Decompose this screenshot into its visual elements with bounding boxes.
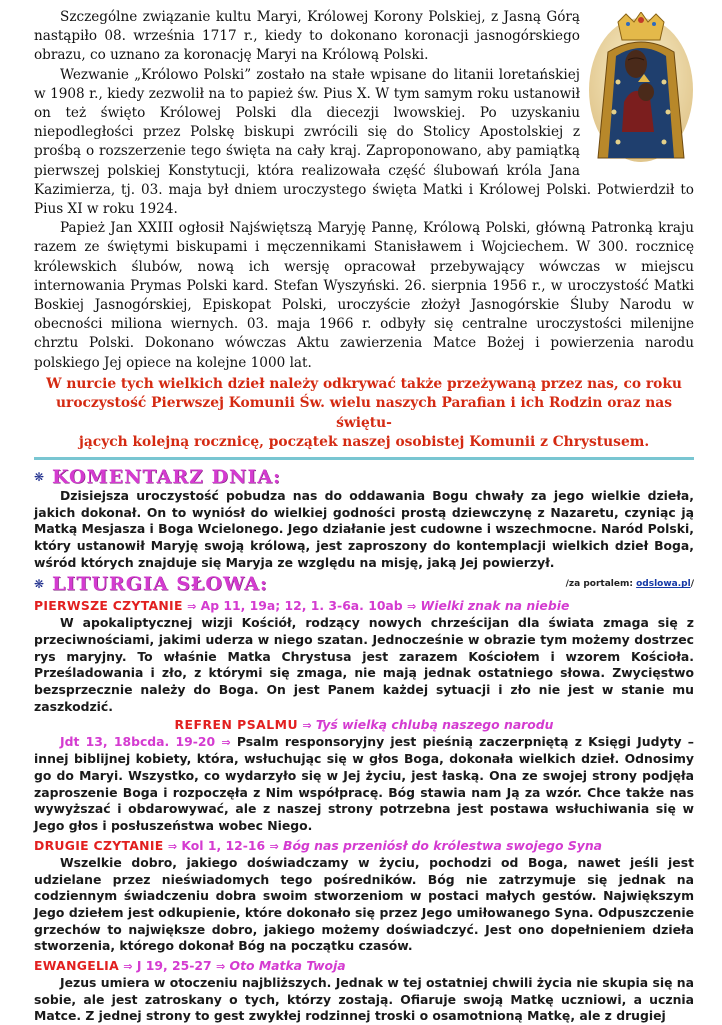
reading-body: [34, 855, 694, 955]
liturgia-header: [34, 573, 694, 595]
arrow-icon: ⇒: [167, 839, 178, 853]
reading-subtitle: Oto Matka Twoja: [229, 958, 346, 974]
psalm-header: [34, 716, 694, 734]
psalm-text: [34, 734, 694, 835]
komentarz-text: Dzisiejsza uroczystość pobudza nas do oddawania Bogu chwały za jego wielkie dzieła, jakich dokonał. On to wyniósł do wielkiej godności prostą dziewczynę z Nazaretu, czyniąc ją Matką Mesjasza i Boga Wcielonego. Jego działanie jest cudowne i wszechmocne. Naród Polski, który ustanowił Maryję swoją królową, jest zaproszony do kontemplacji wielkich dzieł Boga, wśród których znajduje się Maryja ze względu na misję, jaką Jej powierzył.: [34, 487, 694, 570]
reading-text: Wszelkie dobro, jakiego doświadczamy w życiu, pochodzi od Boga, nawet jeśli jest udzielane przez nieświadomych tego pośredników. Bóg nie zatrzymuje się jednak na codziennym świadczeniu dobra swoim stworzeniom w postaci małych gestów. Największym Jego dziełem jest odkupienie, które dokonało się przez Jego umiłowanego Syna. Odpuszczenie grzechów to największe dobro, jakiego możemy doświadczyć. Jest ono dopełnieniem dzieła stworzenia, którego dokonał Bóg na początku czasów.: [34, 854, 694, 954]
bulletin-page: [34, 8, 694, 1025]
reading-text: W apokaliptycznej wizji Kościół, rodzący nowych chrześcijan dla świata zmaga się z przeciwnościami, jakimi uderza w niego szatan. Jednocześnie w obrazie tym możemy dostrzec rys maryjny. To właśnie Matka Chrystusa jest zarazem Kościołem i wzorem Kościoła. Prześladowania i zło, z którymi się zmaga, nie mają jednak ostatniego słowa. Zwycięstwo bezsprzecznie należy do Boga. On jest Panem każdej sytuacji i zło nie jest w stanie mu zaszkodzić.: [34, 615, 694, 714]
reading-header: [34, 837, 694, 855]
reading-header: [34, 597, 694, 615]
psalm-body: [34, 734, 694, 835]
reading-header: [34, 957, 694, 975]
komentarz-header: [34, 466, 694, 488]
reading-ref: Ap 11, 19a; 12, 1. 3-6a. 10ab: [200, 598, 403, 614]
section-divider: [34, 457, 694, 460]
reading-body: [34, 615, 694, 715]
reading-subtitle: Wielki znak na niebie: [420, 598, 570, 614]
psalm-subtitle: Tyś wielką chlubą naszego narodu: [315, 716, 554, 732]
intro-paragraph: Papież Jan XXIII ogłosił Najświętszą Maryję Pannę, Królową Polski, główną Patronką kraju razem ze świętymi biskupami i męczennikami Stanisławem i Wojciechem. W 300. rocznicę królewskich ślubów, nową ich wersję opracował przebywający wówczas w miejscu internowania Prymas Polski kard. Stefan Wyszyński. 26. sierpnia 1956 r., w uroczystość Matki Boskiej Jasnogórskiej, Episkopat Polski, uroczyście złożył Jasnogórskie Śluby Narodu w obecności miliona wiernych. 03. maja 1966 r. odbyły się centralne uroczystości milenijne chrztu Polski. Dokonano wówczas Aktu zawierzenia Matce Bożej i powierzenia narodu polskiego Jej opiece na kolejne 1000 lat.: [34, 220, 694, 371]
reading-text: Jezus umiera w otoczeniu najbliższych. Jednak w tej ostatniej chwili życia nie skupia się na sobie, ale jest zatroskany o tych, którzy zostają. Ofiaruje swoją Matkę uczniowi, a ucznia Matce. Z jednej strony to gest zwykłej rodzinnej troski o osamotnioną Matkę, ale z drugiej: [34, 975, 694, 1024]
reading-label: DRUGIE CZYTANIE: [34, 837, 164, 853]
psalm-label: REFREN PSALMU: [174, 716, 299, 732]
arrow-icon: ⇒: [187, 600, 197, 614]
intro-highlight: [34, 375, 694, 453]
intro-section: [34, 8, 694, 453]
psalm-ref: Jdt 13, 18bcda. 19-20: [60, 733, 216, 749]
arrow-icon: ⇒: [216, 960, 226, 974]
arrow-icon: ⇒: [302, 718, 312, 732]
reading-label: PIERWSZE CZYTANIE: [34, 598, 183, 614]
source-note: [566, 579, 694, 589]
arrow-icon: ⇒: [269, 839, 279, 853]
komentarz-title: KOMENTARZ DNIA:: [52, 465, 282, 488]
intro-paragraph: Wezwanie „Królowo Polski” zostało na stałe wpisane do litanii loretańskiej w 1908 r., kiedy zezwolił na to papież św. Pius X. W tym samym roku ustanowił on też święto Królowej Polski dla diecezji lwowskiej. Po uzyskaniu niepodległości przez Polskę biskupi zwrócili się do Stolicy Apostolskiej z prośbą o rozszerzenie tego święta na cały kraj. Zaproponowano, aby pamiątką pierwszej polskiej Konstytucji, która realizowała część ślubowań króla Jana Kazimierza, tj. 03. maja był dniem uroczystego święta Matki i Królowej Polski. Potwierdził to Pius XI w roku 1924.: [34, 66, 694, 218]
arrow-icon: ⇒: [221, 735, 231, 749]
komentarz-body: [34, 488, 694, 572]
intro-paragraph: Szczególne związanie kultu Maryi, Królowej Korony Polskiej, z Jasną Górą nastąpiło 08. września 1717 r., kiedy to dokonano koronacji jasnogórskiego obrazu, co uznano za koronację Maryi na Królową Polski.: [34, 9, 580, 64]
highlight-line: uroczystość Pierwszej Komunii Św. wielu naszych Parafian i ich Rodzin oraz nas świętu-: [56, 395, 672, 431]
bullet-icon: ❋: [34, 469, 45, 484]
arrow-icon: ⇒: [123, 960, 133, 974]
our-lady-czestochowa-icon: [588, 12, 694, 162]
source-prefix: /za portalem:: [565, 579, 637, 590]
arrow-icon: ⇒: [407, 600, 417, 614]
reading-subtitle: Bóg nas przeniósł do królestwa swojego Syna: [283, 837, 603, 853]
reading-body: [34, 975, 694, 1025]
highlight-line: jących kolejną rocznicę, początek naszej osobistej Komunii z Chrystusem.: [78, 434, 650, 451]
reading-ref: Kol 1, 12-16: [181, 837, 266, 853]
source-link[interactable]: odslowa.pl: [636, 579, 691, 590]
psalm-commentary: Psalm responsoryjny jest pieśnią zaczerpniętą z Księgi Judyty – innej biblijnej kobiety, która, wsłuchując się w głos Boga, dokonała wielkich dzieł. Odnosimy go do Maryi. Wszystko, co wydarzyło się w Jej życiu, jest łaską. Ona ze swojej strony podjęła zaproszenie Boga i rozpoczęła z Nim współpracę. Bóg stawia nam Ją za wzór. Chce także nas wywyższać i obdarowywać, ale z naszej strony potrzebna jest postawa wsłuchiwania się w Jego głos i posłuszeństwa wobec Niego.: [34, 733, 694, 834]
liturgia-title: LITURGIA SŁOWA:: [52, 573, 268, 596]
source-suffix: /: [690, 579, 694, 590]
reading-label: EWANGELIA: [34, 958, 119, 974]
highlight-line: W nurcie tych wielkich dzieł należy odkrywać także przeżywaną przez nas, co roku: [46, 375, 682, 392]
bullet-icon: ❋: [34, 577, 45, 592]
reading-ref: J 19, 25-27: [136, 958, 212, 974]
